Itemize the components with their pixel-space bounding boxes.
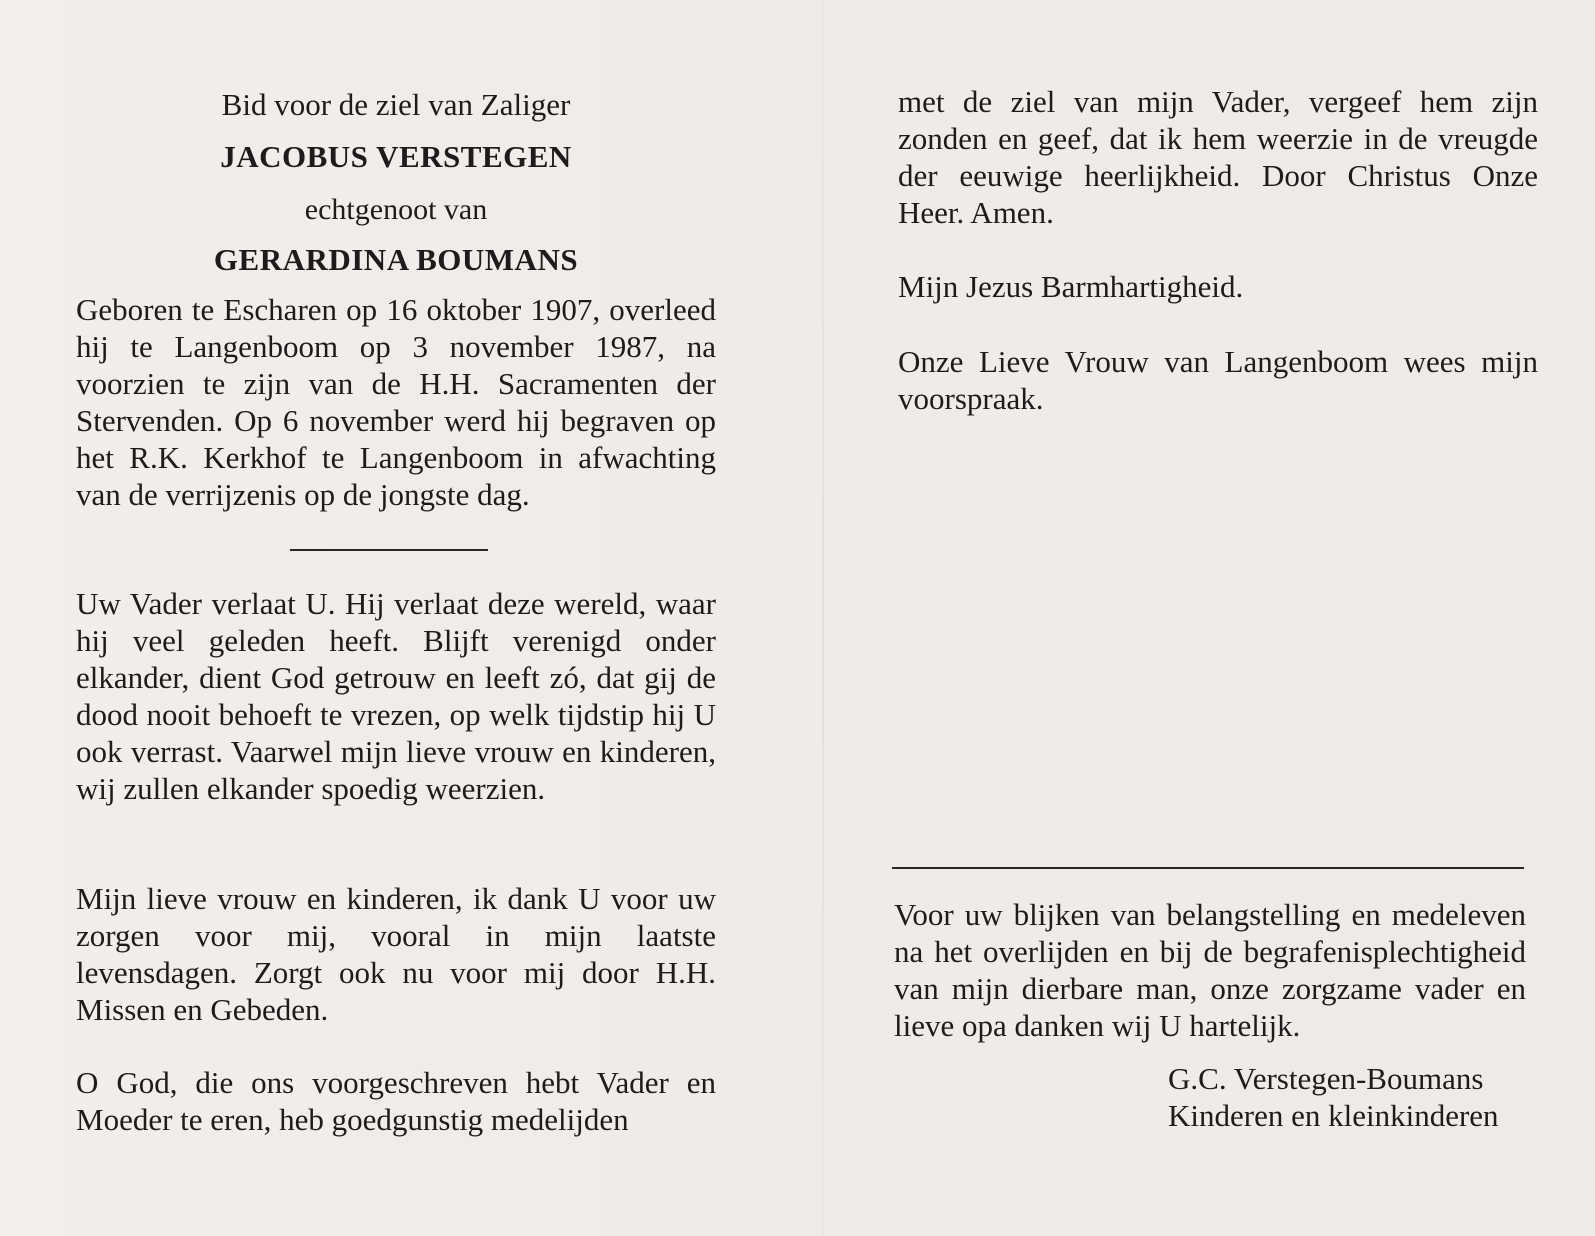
signature-line-family: G.C. Verstegen-Boumans [1168, 1061, 1484, 1096]
thanks-text: Mijn lieve vrouw en kinderen, ik dank U voor uw zorgen voor mij, vooral in mijn laatste levensdagen. Zorgt ook nu voor mij door H.H. Missen en Gebeden. [76, 881, 716, 1027]
deceased-name: JACOBUS VERSTEGEN [220, 139, 572, 174]
mercy-invocation: Mijn Jezus Barmhartigheid. [898, 269, 1244, 304]
section-divider [290, 549, 488, 551]
spouse-intro: echtgenoot van [304, 193, 488, 226]
farewell-text: Uw Vader verlaat U. Hij verlaat deze wereld, waar hij veel geleden heeft. Blijft verenigd onder elkander, dient God getrouw en leeft zó, dat gij de dood nooit behoeft te vrezen, op welk tijdstip hij U ook verrast. Vaarwel mijn lieve vrouw en kinderen, wij zullen elkander spoedig weerzien. [76, 586, 716, 806]
prayer-text-end: met de ziel van mijn Vader, vergeef hem zijn zonden en geef, dat ik hem weerzie in de vreugde der eeuwige heerlijkheid. Door Christus Onze Heer. Amen. [898, 84, 1538, 230]
acknowledgement-text: Voor uw blijken van belangstelling en medeleven na het overlijden en bij de begrafenisplechtigheid van mijn dierbare man, onze zorgzame vader en lieve opa danken wij U hartelijk. [894, 897, 1526, 1043]
prayer-request: Bid voor de ziel van Zaliger [221, 87, 571, 122]
card-fold [822, 0, 824, 1236]
lady-invocation: Onze Lieve Vrouw van Langenboom wees mijn voorspraak. [898, 344, 1538, 416]
prayer-text-start: O God, die ons voorgeschreven hebt Vader en Moeder te eren, heb goedgunstig medelijden [76, 1065, 716, 1137]
biography-text: Geboren te Escharen op 16 oktober 1907, overleed hij te Langenboom op 3 november 1987, na voorzien te zijn van de H.H. Sacramenten der Stervenden. Op 6 november werd hij begraven op het R.K. Kerkhof te Langenboom in afwachting van de verrijzenis op de jongste dag. [76, 292, 716, 512]
spouse-name: GERARDINA BOUMANS [213, 242, 579, 277]
acknowledgement-divider [892, 867, 1524, 869]
signature-line-children: Kinderen en kleinkinderen [1168, 1098, 1499, 1133]
signature-block [1168, 1060, 1538, 1134]
